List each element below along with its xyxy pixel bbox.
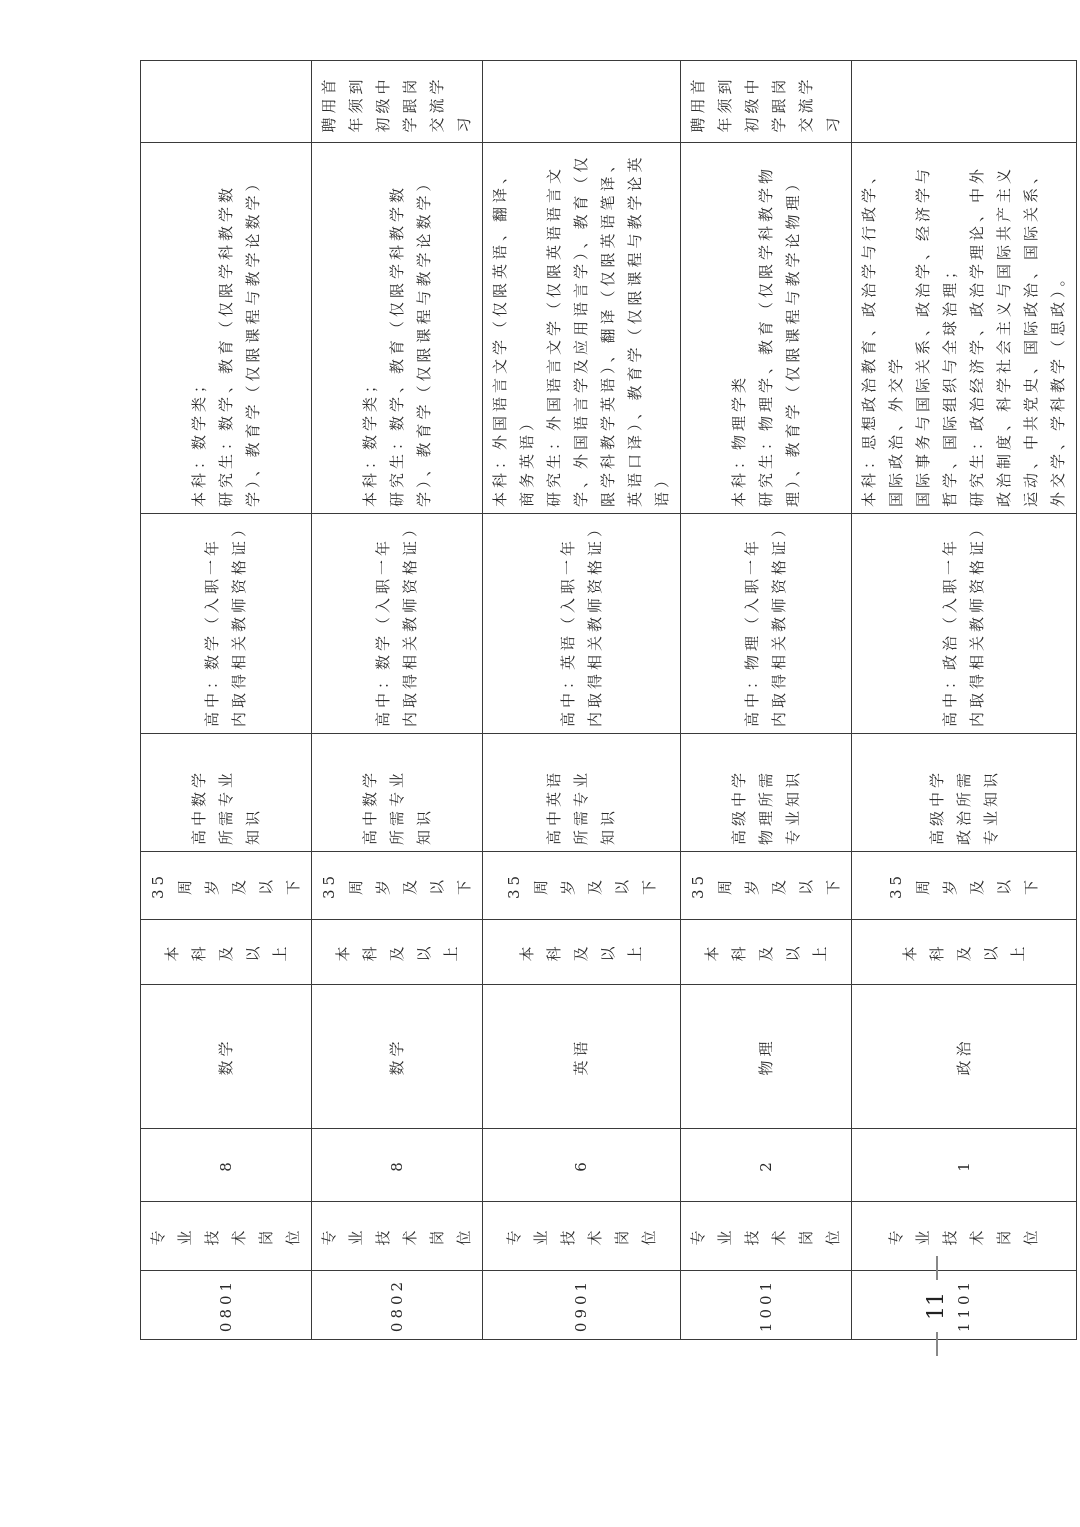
table-row bbox=[852, 61, 1077, 1340]
position-code: 0801 bbox=[141, 1271, 312, 1340]
major-line: 本科：数学类； bbox=[360, 373, 379, 507]
major-requirement bbox=[141, 143, 312, 514]
age-requirement: 35周岁及以下 bbox=[681, 852, 852, 920]
table-row bbox=[141, 61, 312, 1340]
headcount: 2 bbox=[681, 1129, 852, 1202]
certificate-requirement: 高中：数学（入职一年内取得相关教师资格证） bbox=[312, 514, 483, 734]
major-line: 研究生：政治经济学、政治学理论、中外政治制度、科学社会主义与国际共产主义运动、中共党史、国际政治、国际关系、外交学、学科教学（思政）。 bbox=[968, 164, 1067, 507]
headcount: 8 bbox=[312, 1129, 483, 1202]
headcount: 1 bbox=[852, 1129, 1077, 1202]
major-line: 本科：外国语言文学（仅限英语、翻译、商务英语） bbox=[491, 164, 536, 507]
position-type: 专业技术岗位 bbox=[312, 1202, 483, 1271]
rotated-table-frame bbox=[140, 75, 1067, 1340]
education-requirement: 本科及以上 bbox=[141, 920, 312, 985]
position-type: 专业技术岗位 bbox=[681, 1202, 852, 1271]
remarks: 聘用首年须到初级中学跟岗交流学习 bbox=[681, 61, 852, 143]
certificate-requirement: 高中：政治（入职一年内取得相关教师资格证） bbox=[852, 514, 1077, 734]
major-requirement bbox=[483, 143, 681, 514]
page-number-text: 11 bbox=[924, 1292, 949, 1320]
major-line: 本科：物理学类 bbox=[729, 373, 748, 507]
subject: 数学 bbox=[312, 985, 483, 1129]
recruitment-positions-table bbox=[140, 60, 1077, 1340]
major-line: 研究生：数学、教育（仅限学科教学数学）、教育学（仅限课程与教学论数学） bbox=[387, 172, 433, 507]
remarks bbox=[483, 61, 681, 143]
page-number-dash-left bbox=[936, 1256, 938, 1280]
position-code: 0802 bbox=[312, 1271, 483, 1340]
remarks: 聘用首年须到初级中学跟岗交流学习 bbox=[312, 61, 483, 143]
headcount: 6 bbox=[483, 1129, 681, 1202]
major-requirement bbox=[312, 143, 483, 514]
position-type: 专业技术岗位 bbox=[852, 1202, 1077, 1271]
major-line: 研究生：物理学、教育（仅限学科教学物理）、教育学（仅限课程与教学论物理） bbox=[756, 164, 802, 507]
education-requirement: 本科及以上 bbox=[483, 920, 681, 985]
age-requirement: 35周岁及以下 bbox=[483, 852, 681, 920]
position-type: 专业技术岗位 bbox=[141, 1202, 312, 1271]
exam-content: 高中英语所需专业知识 bbox=[483, 734, 681, 852]
remarks bbox=[852, 61, 1077, 143]
major-requirement bbox=[852, 143, 1077, 514]
certificate-requirement: 高中：英语（入职一年内取得相关教师资格证） bbox=[483, 514, 681, 734]
remarks bbox=[141, 61, 312, 143]
age-requirement: 35周岁及以下 bbox=[312, 852, 483, 920]
subject: 政治 bbox=[852, 985, 1077, 1129]
certificate-requirement: 高中：数学（入职一年内取得相关教师资格证） bbox=[141, 514, 312, 734]
table-row bbox=[483, 61, 681, 1340]
major-line: 国际事务与国际关系、政治学、经济学与哲学、国际组织与全球治理； bbox=[914, 164, 959, 507]
education-requirement: 本科及以上 bbox=[681, 920, 852, 985]
subject: 物理 bbox=[681, 985, 852, 1129]
subject: 数学 bbox=[141, 985, 312, 1129]
major-line: 本科：思想政治教育、政治学与行政学、国际政治、外交学 bbox=[860, 164, 905, 507]
education-requirement: 本科及以上 bbox=[852, 920, 1077, 985]
table-row bbox=[681, 61, 852, 1340]
page-number-dash-right bbox=[936, 1332, 938, 1356]
major-line: 本科：数学类； bbox=[189, 373, 208, 507]
certificate-requirement: 高中：物理（入职一年内取得相关教师资格证） bbox=[681, 514, 852, 734]
exam-content: 高中数学所需专业知识 bbox=[312, 734, 483, 852]
major-line: 研究生：数学、教育（仅限学科教学数学）、教育学（仅限课程与教学论数学） bbox=[216, 172, 262, 507]
subject: 英语 bbox=[483, 985, 681, 1129]
position-type: 专业技术岗位 bbox=[483, 1202, 681, 1271]
headcount: 8 bbox=[141, 1129, 312, 1202]
exam-content: 高中数学所需专业知识 bbox=[141, 734, 312, 852]
major-line: 研究生：外国语言文学（仅限英语语言文学、外国语言学及应用语言学）、教育（仅限学科教学英语）、翻译（仅限英语笔译、英语口译）、教育学（仅限课程与教学论英语） bbox=[545, 153, 671, 507]
age-requirement: 35周岁及以下 bbox=[141, 852, 312, 920]
exam-content: 高级中学物理所需专业知识 bbox=[681, 734, 852, 852]
age-requirement: 35周岁及以下 bbox=[852, 852, 1077, 920]
position-code: 1101 bbox=[852, 1271, 1077, 1340]
education-requirement: 本科及以上 bbox=[312, 920, 483, 985]
recruitment-table-container bbox=[140, 75, 1067, 1340]
table-row bbox=[312, 61, 483, 1340]
exam-content: 高级中学政治所需专业知识 bbox=[852, 734, 1077, 852]
position-code: 0901 bbox=[483, 1271, 681, 1340]
page-number bbox=[917, 1256, 957, 1356]
position-code: 1001 bbox=[681, 1271, 852, 1340]
major-requirement bbox=[681, 143, 852, 514]
